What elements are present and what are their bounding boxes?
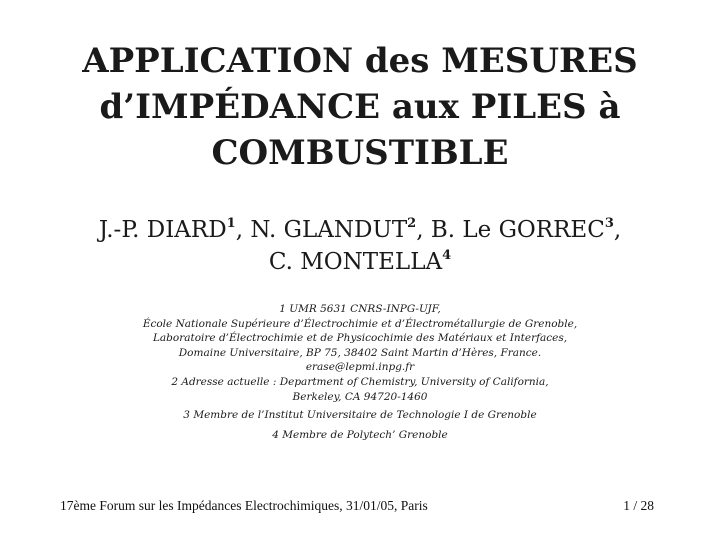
author-le-gorrec: B. Le GORREC xyxy=(430,217,605,243)
title-line-3: COMBUSTIBLE xyxy=(211,133,509,173)
author-separator: , xyxy=(613,217,622,243)
affiliation-2-line: Berkeley, CA 94720-1460 xyxy=(292,390,428,403)
contact-email: erase@lepmi.inpg.fr xyxy=(305,361,415,373)
affiliation-1-line: 1 UMR 5631 CNRS-INPG-UJF, xyxy=(279,303,441,315)
author-separator: , xyxy=(416,217,431,243)
author-line-2 xyxy=(60,246,660,278)
author-diard-ref: 1 xyxy=(226,216,236,231)
affiliation-1-line: Domaine Universitaire, BP 75, 38402 Saint Martin d’Hères, France. xyxy=(178,346,542,359)
slide-title xyxy=(60,38,660,176)
affiliation-3: 3 Membre de l’Institut Universitaire de Technologie I de Grenoble xyxy=(183,409,537,421)
author-list xyxy=(60,214,660,278)
affiliation-1 xyxy=(140,302,580,375)
author-glandut-ref: 2 xyxy=(407,216,417,231)
author-montella-ref: 4 xyxy=(442,248,452,263)
affiliation-1-line: École Nationale Supérieure d’Électrochimie et d’Électrométallurgie de Grenoble, xyxy=(142,317,578,330)
author-glandut: N. GLANDUT xyxy=(250,217,408,243)
title-line-2: d’IMPÉDANCE aux PILES à xyxy=(99,87,621,127)
affiliation-1-line: Laboratoire d’Électrochimie et de Physicochimie des Matériaux et Interfaces, xyxy=(152,332,568,344)
title-line-1: APPLICATION des MESURES xyxy=(82,41,638,81)
footer-page-number: 1 / 28 xyxy=(623,498,654,513)
affiliation-2 xyxy=(140,375,580,404)
affiliation-4: 4 Membre de Polytech’ Grenoble xyxy=(272,429,448,441)
author-montella: C. MONTELLA xyxy=(268,249,443,275)
author-le-gorrec-ref: 3 xyxy=(604,216,614,231)
footer-event: 17ème Forum sur les Impédances Electrochimiques, 31/01/05, Paris xyxy=(60,498,428,513)
author-diard: J.-P. DIARD xyxy=(98,217,227,243)
affiliation-2-line: 2 Adresse actuelle : Department of Chemistry, University of California, xyxy=(171,376,549,388)
author-line-1 xyxy=(60,214,660,246)
author-separator: , xyxy=(235,217,251,243)
